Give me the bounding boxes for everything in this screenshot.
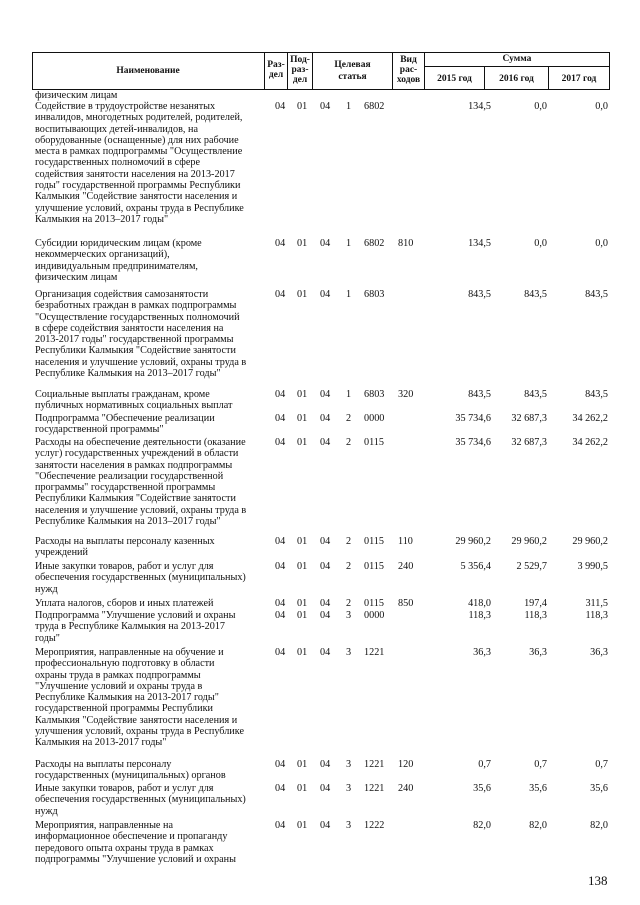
row-2015: 418,0	[468, 598, 491, 609]
row-2015: 5 356,4	[460, 561, 491, 572]
row-name: Мероприятия, направленные на информационное обеспечение и пропаганду передового опыта охраны труда в рамках подпрограммы "Улучшение условий и охраны	[35, 820, 236, 865]
row-podrazdel: 01	[297, 561, 308, 572]
row-razdel: 04	[275, 561, 286, 572]
row-2016: 197,4	[524, 598, 547, 609]
row-vid: 810	[398, 238, 414, 249]
row-vid: 120	[398, 759, 414, 770]
row-vid: 110	[398, 536, 413, 547]
row-2016: 36,3	[529, 647, 547, 658]
row-razdel: 04	[275, 783, 286, 794]
header-vid: Вид рас- ходов	[396, 55, 421, 85]
row-target-3: 0000	[364, 413, 385, 424]
row-razdel: 04	[275, 101, 286, 112]
row-razdel: 04	[275, 759, 286, 770]
row-2016: 2 529,7	[516, 561, 547, 572]
row-target-1: 04	[320, 437, 331, 448]
header-target: Целевая статья	[334, 60, 371, 82]
row-target-3: 0000	[364, 610, 385, 621]
row-2015: 118,3	[468, 610, 491, 621]
row-target-3: 6803	[364, 389, 385, 400]
row-target-3: 0115	[364, 437, 384, 448]
row-podrazdel: 01	[297, 389, 308, 400]
row-name: Организация содействия самозанятости безработных граждан в рамках подпрограммы "Осуществление государственных полномочий в сфере содействия занятости населения на 2013-2017 годы" государственной программы Республики Калмыкия "Содействие занятости населения и улучшение условий, охраны труда в Республике Калмыкия на 2013–2017 годы"	[35, 289, 247, 380]
row-target-2: 1	[346, 289, 352, 300]
row-target-2: 3	[346, 647, 352, 658]
row-target-3: 6803	[364, 289, 385, 300]
row-2015: 134,5	[468, 238, 491, 249]
row-2015: 134,5	[468, 101, 491, 112]
row-target-2: 3	[346, 759, 352, 770]
row-podrazdel: 01	[297, 647, 308, 658]
row-2017: 29 960,2	[572, 536, 608, 547]
row-target-1: 04	[320, 783, 331, 794]
row-podrazdel: 01	[297, 289, 308, 300]
row-2016: 0,7	[534, 759, 547, 770]
row-2016: 82,0	[529, 820, 547, 831]
page-number: 138	[588, 873, 608, 888]
row-target-3: 0115	[364, 536, 384, 547]
row-target-3: 0115	[364, 561, 384, 572]
row-name: Расходы на обеспечение деятельности (оказание услуг) государственных учреждений в области занятости населения в рамках подпрограммы "Обеспечение реализации государственной программы" государственной программы Республики Калмыкия "Содействие занятости населения и улучшение условий, охраны труда в Республике Калмыкия на 2013–2017 годы"	[35, 437, 247, 528]
row-2016: 29 960,2	[511, 536, 547, 547]
row-2017: 0,7	[595, 759, 608, 770]
row-razdel: 04	[275, 389, 286, 400]
row-razdel: 04	[275, 536, 286, 547]
row-target-1: 04	[320, 647, 331, 658]
row-2017: 0,0	[595, 101, 608, 112]
row-razdel: 04	[275, 289, 286, 300]
row-target-2: 2	[346, 437, 352, 448]
header-2015: 2015 год	[437, 74, 472, 84]
row-razdel: 04	[275, 610, 286, 621]
row-2017: 36,3	[590, 647, 608, 658]
header-sum: Сумма	[502, 54, 532, 64]
row-2015: 843,5	[468, 389, 491, 400]
row-target-3: 6802	[364, 101, 385, 112]
row-podrazdel: 01	[297, 238, 308, 249]
row-name: Уплата налогов, сборов и иных платежей	[35, 598, 214, 609]
row-name: физическим лицам	[35, 90, 118, 101]
row-name: Субсидии юридическим лицам (кроме некоммерческих организаций), индивидуальным предпринимателям, физическим лицам	[35, 238, 202, 283]
header-name: Наименование	[116, 66, 180, 76]
row-target-2: 3	[346, 783, 352, 794]
row-podrazdel: 01	[297, 759, 308, 770]
row-2017: 34 262,2	[572, 413, 608, 424]
table-header	[32, 52, 610, 90]
row-podrazdel: 01	[297, 820, 308, 831]
row-2016: 118,3	[524, 610, 547, 621]
row-razdel: 04	[275, 647, 286, 658]
row-target-1: 04	[320, 598, 331, 609]
header-2016: 2016 год	[499, 74, 534, 84]
row-2017: 3 990,5	[577, 561, 608, 572]
row-target-1: 04	[320, 289, 331, 300]
row-target-1: 04	[320, 610, 331, 621]
row-target-1: 04	[320, 101, 331, 112]
row-2015: 0,7	[478, 759, 491, 770]
row-2015: 36,3	[473, 647, 491, 658]
row-name: Подпрограмма "Обеспечение реализации государственной программы"	[35, 413, 215, 436]
row-target-2: 2	[346, 413, 352, 424]
row-target-3: 1222	[364, 820, 385, 831]
row-2016: 0,0	[534, 101, 547, 112]
row-2017: 0,0	[595, 238, 608, 249]
row-podrazdel: 01	[297, 437, 308, 448]
header-razdel: Раз- дел	[267, 60, 285, 80]
row-target-3: 0115	[364, 598, 384, 609]
row-2016: 35,6	[529, 783, 547, 794]
row-target-1: 04	[320, 536, 331, 547]
row-vid: 240	[398, 561, 414, 572]
row-2017: 35,6	[590, 783, 608, 794]
row-target-3: 1221	[364, 783, 385, 794]
row-target-2: 3	[346, 820, 352, 831]
row-target-2: 1	[346, 238, 352, 249]
row-razdel: 04	[275, 437, 286, 448]
row-target-2: 1	[346, 389, 352, 400]
row-2017: 311,5	[585, 598, 608, 609]
row-name: Содействие в трудоустройстве незанятых инвалидов, многодетных родителей, родителей, воспитывающих детей-инвалидов, на оборудованные (оснащенные) для них рабочие места в рамках подпрограммы "Осуществление государственных полномочий в сфере содействия занятости населения на 2013-2017 годы" государственной программы Республики Калмыкия "Содействие занятости населения и улучшение условий, охраны труда в Республике Калмыкия на 2013–2017 годы"	[35, 101, 244, 225]
row-2016: 843,5	[524, 289, 547, 300]
row-target-2: 3	[346, 610, 352, 621]
row-target-2: 2	[346, 561, 352, 572]
row-2017: 34 262,2	[572, 437, 608, 448]
row-2015: 29 960,2	[455, 536, 491, 547]
row-2017: 843,5	[585, 389, 608, 400]
row-2015: 82,0	[473, 820, 491, 831]
row-podrazdel: 01	[297, 610, 308, 621]
row-2016: 32 687,3	[511, 437, 547, 448]
row-name: Иные закупки товаров, работ и услуг для обеспечения государственных (муниципальных) нужд	[35, 561, 246, 595]
row-2017: 118,3	[585, 610, 608, 621]
row-name: Социальные выплаты гражданам, кроме публичных нормативных социальных выплат	[35, 389, 233, 412]
row-razdel: 04	[275, 413, 286, 424]
row-2015: 843,5	[468, 289, 491, 300]
row-target-1: 04	[320, 238, 331, 249]
row-target-1: 04	[320, 759, 331, 770]
row-target-2: 2	[346, 598, 352, 609]
row-vid: 320	[398, 389, 414, 400]
row-target-3: 1221	[364, 759, 385, 770]
row-vid: 240	[398, 783, 414, 794]
row-target-1: 04	[320, 413, 331, 424]
row-razdel: 04	[275, 598, 286, 609]
row-name: Расходы на выплаты персоналу государственных (муниципальных) органов	[35, 759, 226, 782]
header-podrazdel: Под- раз- дел	[290, 55, 310, 85]
row-razdel: 04	[275, 238, 286, 249]
row-razdel: 04	[275, 820, 286, 831]
row-name: Иные закупки товаров, работ и услуг для обеспечения государственных (муниципальных) нужд	[35, 783, 246, 817]
row-2016: 843,5	[524, 389, 547, 400]
row-2015: 35,6	[473, 783, 491, 794]
row-vid: 850	[398, 598, 414, 609]
row-target-3: 6802	[364, 238, 385, 249]
row-2015: 35 734,6	[455, 413, 491, 424]
row-target-1: 04	[320, 561, 331, 572]
row-2017: 843,5	[585, 289, 608, 300]
row-target-1: 04	[320, 820, 331, 831]
row-podrazdel: 01	[297, 413, 308, 424]
header-2017: 2017 год	[561, 74, 597, 84]
row-podrazdel: 01	[297, 101, 308, 112]
row-2015: 35 734,6	[455, 437, 491, 448]
row-2016: 0,0	[534, 238, 547, 249]
row-name: Подпрограмма "Улучшение условий и охраны труда в Республике Калмыкия на 2013-2017 годы"	[35, 610, 236, 644]
row-name: Расходы на выплаты персоналу казенных учреждений	[35, 536, 215, 559]
row-podrazdel: 01	[297, 598, 308, 609]
row-podrazdel: 01	[297, 536, 308, 547]
row-target-2: 2	[346, 536, 352, 547]
row-podrazdel: 01	[297, 783, 308, 794]
row-name: Мероприятия, направленные на обучение и профессиональную подготовку в области охраны труда в рамках подпрограммы "Улучшение условий и охраны труда в Республике Калмыкия на 2013-2017 годы" государственной программы Республики Калмыкия "Содействие занятости населения и улучшения условий, охраны труда в Республике Калмыкия на 2013-2017 годы"	[35, 647, 244, 749]
row-2016: 32 687,3	[511, 413, 547, 424]
row-2017: 82,0	[590, 820, 608, 831]
row-target-2: 1	[346, 101, 352, 112]
row-target-1: 04	[320, 389, 331, 400]
row-target-3: 1221	[364, 647, 385, 658]
